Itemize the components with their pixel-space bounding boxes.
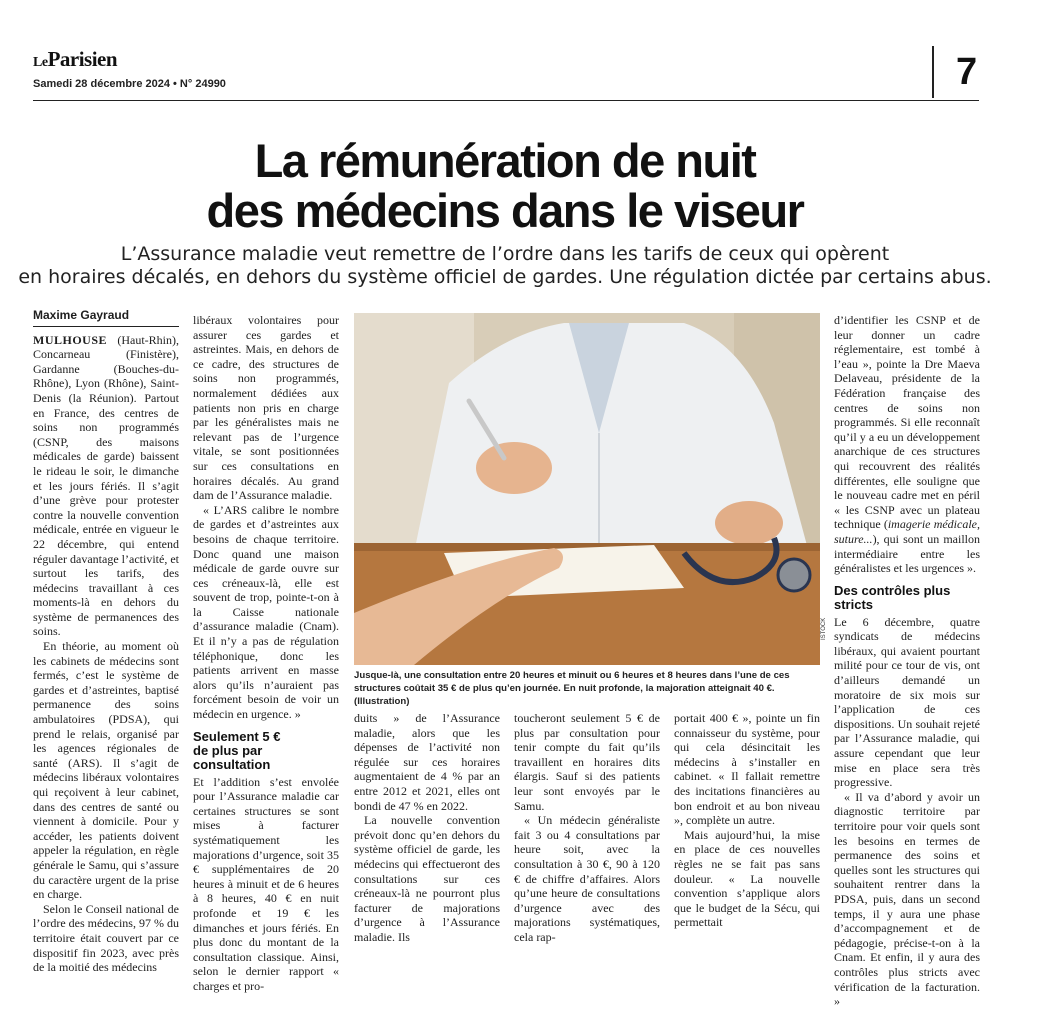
paragraph: d’identifier les CSNP et de leur donner un cadre réglementaire, est tombé à l’eau », pointe la Dre Maeva Delaveau, présidente de la Fédération française des centres de soins non programmés. Si elle reconnaît qu’il y a eu un développement anarchique de ces structures qui recouvrent des réalités différentes, elle souligne que le nouveau cadre met en péril « les CSNP avec un plateau technique (imagerie médicale, suture...), qui sont un maillon intermédiaire entre les généralistes et les urgences ». — [834, 313, 980, 576]
paragraph: Le 6 décembre, quatre syndicats de médecins libéraux, qui avaient pourtant milité pour ce tour de vis, ont d’ailleurs demandé un moratoire de six mois sur l’application de ces dispositions. Un souhait rejeté par l’Assurance maladie, qui assure cependant que leur mise en place sera très progressive. — [834, 614, 980, 790]
article-column-1 — [33, 308, 179, 975]
paragraph: duits » de l’Assurance maladie, alors que les dépenses de l’activité non régulée sur ces horaires augmentaient de 4 % par an entre 2012 et 2021, elles ont bondi de 47 % en 2022. — [354, 711, 500, 813]
paragraph: portait 400 € », pointe un fin connaisseur du système, pour qui cela désincitait les médecins à s’installer en cabinet. « Il fallait remettre des incitations financières au bon endroit et au bon niveau », complète un autre. — [674, 711, 820, 828]
article-column-6 — [834, 313, 980, 1009]
masthead — [33, 48, 226, 90]
article-column-3 — [354, 711, 500, 944]
byline: Maxime Gayraud — [33, 308, 179, 327]
paragraph: « Il va d’abord y avoir un diagnostic territoire par territoire pour voir quels sont les besoins en termes de permanence des soins et quelles sont les structures qui souhaitent rentrer dans la PDSA, puis, dans un second temps, il y aura une phase d’accompagnement et de pédagogie, précise-t-on à la Cnam. Et enfin, il y aura des contrôles plus stricts avec vérification de la facturation. » — [834, 789, 980, 1009]
paragraph: libéraux volontaires pour assurer ces gardes et astreintes. Mais, en dehors de ce cadre, des structures de soins non programmés, normalement dédiées aux patients non pris en charge par les généralistes mais ne relevant pas de l’urgence vitale, se sont positionnées sur ces consultations en horaires décalés. Au grand dam de l’Assurance maladie. — [193, 313, 339, 503]
photo-credit: ISTOCK — [821, 617, 827, 640]
doctor-consultation-illustration — [354, 313, 820, 665]
paragraph: MULHOUSE (Haut-Rhin), Concarneau (Finistère), Gardanne (Bouches-du-Rhône), Lyon (Rhône), Saint-Denis (la Réunion). Partout en France, des centres de soins non programmés (CSNP, des maisons médicales de garde) baissent le rideau le soir, le dimanche et les jours fériés. Il s’agit d’une grève pour protester contre la nouvelle convention médicale, entrée en vigueur le 22 décembre, qui entend réguler davantage l’activité, et surtout les tarifs, des médecins travaillant à ces moments-là en dehors du système de permanences des soins. — [33, 332, 179, 639]
photo-caption: Jusque-là, une consultation entre 20 heures et minuit ou 6 heures et 8 heures dans l’une de ces structures coûtait 35 € de plus qu’en journée. En nuit profonde, la majoration atteignait 40 €. (Illustration) — [354, 670, 790, 707]
header-rule — [33, 100, 979, 101]
issue-dateline: Samedi 28 décembre 2024 • N° 24990 — [33, 78, 226, 90]
paragraph: Mais aujourd’hui, la mise en place de ces nouvelles règles ne se fait pas sans douleur. « La nouvelle convention s’applique alors que le budget de la Sécu, qui permettait — [674, 827, 820, 930]
article-column-2 — [193, 313, 339, 993]
dateline-place: MULHOUSE — [33, 332, 108, 347]
standfirst — [0, 243, 1010, 289]
article-column-5 — [674, 711, 820, 930]
page-number: 7 — [956, 51, 978, 93]
newspaper-logo: LeParisien — [33, 47, 118, 71]
subheading-1: Seulement 5 € de plus par consultation — [193, 728, 281, 772]
paragraph: En théorie, au moment où les cabinets de médecins sont fermés, c’est le système de gardes et d’astreintes, baptisé permanence des soins ambulatoires (PDSA), qui prend le relais, organisé par les agences régionales de santé (ARS). Il s’agit de médecins libéraux volontaires qui reçoivent à leur cabinet, dans des centres de santé ou viennent à domicile. Pour y accéder, les patients doivent appeler la régulation, en règle générale le Samu, qui s’assure du caractère urgent de la prise en charge. — [33, 639, 179, 902]
paragraph: « L’ARS calibre le nombre de gardes et d’astreintes aux besoins de chaque territoire. Donc quand une maison médicale de garde ouvre sur ces créneaux-là, elle est souvent de trop, pointe-t-on à la Caisse nationale d’assurance maladie (Cnam). Et il n’y a pas de régulation téléphonique, donc les patients arrivent en masse alors qu’ils n’auraient pas forcément besoin de voir un médecin en urgence. » — [193, 502, 339, 722]
paragraph: La nouvelle convention prévoit donc qu’en dehors du système officiel de garde, les médecins qui effectueront des consultations sur ces créneaux-là ne pourront plus facturer de majorations d’urgence à l’Assurance maladie. Ils — [354, 813, 500, 944]
paragraph: Et l’addition s’est envolée pour l’Assurance maladie car certaines structures se sont mises à facturer systématiquement les majorations d’urgence, soit 35 € supplémentaires de 20 heures à minuit et de 6 heures à 8 heures, 40 € en nuit profonde et 19 € les dimanches et jours fériés. En plus donc du montant de la consultation classique. Ainsi, selon le dernier rapport « charges et pro- — [193, 774, 339, 993]
paragraph: toucheront seulement 5 € de plus par consultation pour tenir compte du fait qu’ils travaillent en horaires dits élargis. Sauf si des patients leur sont envoyés par le Samu. — [514, 711, 660, 813]
header-divider — [932, 46, 934, 98]
subheading-2: Des contrôles plus stricts — [834, 582, 951, 612]
article-photo — [354, 313, 820, 665]
doctor-hand — [476, 442, 552, 494]
standfirst-line-2: en horaires décalés, en dehors du système officiel de gardes. Une régulation dictée par certains abus. — [18, 266, 992, 288]
paragraph: « Un médecin généraliste fait 3 ou 4 consultations par heure soit, avec la consultation à 30 €, 90 à 120 € de chiffre d’affaires. Alors qu’une heure de consultations d’urgence avec des majorations systématiques, cela rap- — [514, 813, 660, 944]
standfirst-line-1: L’Assurance maladie veut remettre de l’ordre dans les tarifs de ceux qui opèrent — [120, 243, 890, 265]
headline-line-1: La rémunération de nuit — [254, 134, 756, 187]
headline — [0, 136, 1010, 236]
article-column-4 — [514, 711, 660, 944]
headline-line-2: des médecins dans le viseur — [206, 184, 804, 237]
paragraph: Selon le Conseil national de l’ordre des médecins, 97 % du territoire était couvert par ce dispositif fin 2023, avec près de la moitié des médecins — [33, 901, 179, 975]
